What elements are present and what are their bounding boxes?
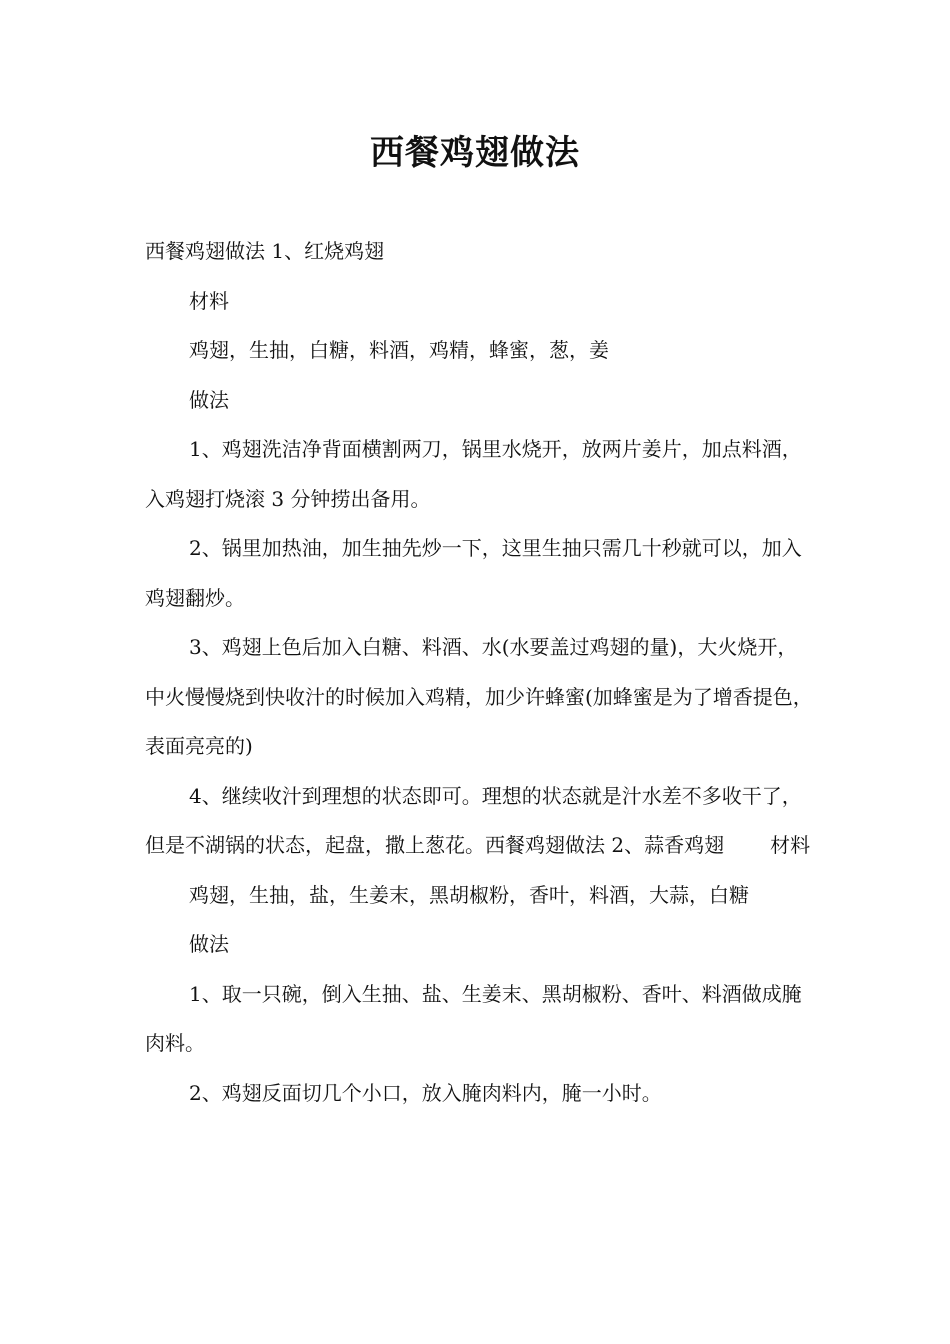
document-title: 西餐鸡翅做法 (370, 133, 580, 173)
section1-step-3: 3、鸡翅上色后加入白糖、料酒、水(水要盖过鸡翅的量)，大火烧开，中火慢慢烧到快收汁的时候加入鸡精，加少许蜂蜜(加蜂蜜是为了增香提色，表面亮亮的) (145, 635, 813, 758)
section1-step-4-text: 4、继续收汁到理想的状态即可。理想的状态就是汁水差不多收干了，但是不湖锅的状态，起盘，撒上葱花。西餐鸡翅做法 2、蒜香鸡翅 (145, 783, 802, 857)
section1-step-2: 2、锅里加热油，加生抽先炒一下，这里生抽只需几十秒就可以，加入鸡翅翻炒。 (145, 536, 802, 610)
section2-step-1: 1、取一只碗，倒入生抽、盐、生姜末、黑胡椒粉、香叶、料酒做成腌肉料。 (145, 981, 802, 1055)
section1-heading: 西餐鸡翅做法 1、红烧鸡翅 (145, 239, 385, 263)
section1-materials: 鸡翅，生抽，白糖，料酒，鸡精，蜂蜜，葱，姜 (189, 338, 609, 362)
section2-materials: 鸡翅，生抽，盐，生姜末，黑胡椒粉，香叶，料酒，大蒜，白糖 (189, 882, 749, 907)
section1-step-4 (145, 772, 817, 871)
section2-materials-label: 材料 (770, 833, 811, 857)
section2-step-2: 2、鸡翅反面切几个小口，放入腌肉料内，腌一小时。 (189, 1080, 662, 1105)
section1-materials-label: 材料 (189, 288, 229, 313)
document-body (145, 227, 817, 1118)
section1-step-1: 1、鸡翅洗洁净背面横割两刀，锅里水烧开，放两片姜片，加点料酒，入鸡翅打烧滚 3 分钟捞出备用。 (145, 437, 802, 511)
section2-method-label: 做法 (189, 932, 229, 956)
section1-method-label: 做法 (189, 387, 229, 412)
